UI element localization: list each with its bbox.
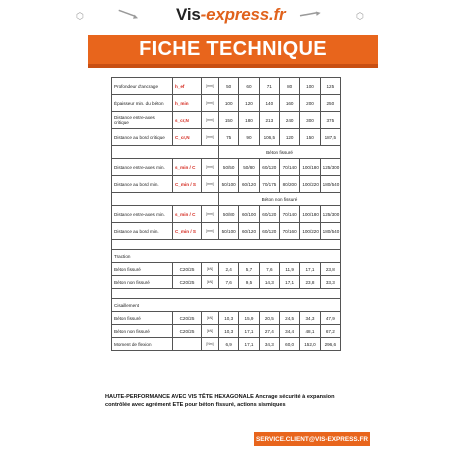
empty-cell (112, 289, 341, 299)
spacer-row (112, 240, 341, 250)
value-cell: 187,5 (320, 129, 340, 146)
row-unit: [Nm] (202, 338, 219, 351)
row-symbol: C_cr,N (173, 129, 202, 146)
row-label: Distance au bord min. (112, 176, 173, 193)
value-cell: 50/80 (239, 159, 259, 176)
brand-logo (176, 5, 285, 25)
empty-cell (112, 240, 341, 250)
row-unit: [mm] (202, 223, 219, 240)
value-cell: 10,3 (219, 312, 239, 325)
empty-cell (112, 193, 219, 206)
value-cell: 375 (320, 112, 340, 129)
value-cell: 33,3 (320, 276, 340, 289)
screw-icon: ━━━▸ (117, 5, 141, 23)
section-title: Béton fissuré (219, 146, 341, 159)
spacer-row (112, 289, 341, 299)
value-cell: 250 (320, 95, 340, 112)
row-unit: [mm] (202, 129, 219, 146)
value-cell: 180 (239, 112, 259, 129)
row-symbol: s_min / C (173, 206, 202, 223)
value-cell: 47,9 (320, 312, 340, 325)
value-cell: 70/175 (259, 176, 279, 193)
value-cell: 125/300 (320, 206, 340, 223)
value-cell: 24,5 (279, 312, 299, 325)
value-cell: 2,4 (219, 263, 239, 276)
header (0, 0, 452, 32)
table-row (112, 223, 341, 240)
value-cell: 213 (259, 112, 279, 129)
value-cell: 60/120 (239, 176, 259, 193)
value-cell: 14,3 (259, 276, 279, 289)
spec-table (111, 77, 341, 351)
value-cell: 7,6 (259, 263, 279, 276)
row-unit: [mm] (202, 95, 219, 112)
value-cell: 20,5 (259, 312, 279, 325)
table-row (112, 78, 341, 95)
table-row (112, 276, 341, 289)
empty-cell (112, 146, 219, 159)
row-label: Béton fissuré (112, 312, 173, 325)
value-cell: 60/120 (259, 223, 279, 240)
table-row (112, 263, 341, 276)
page-title: FICHE TECHNIQUE (88, 35, 378, 64)
row-label: Épaisseur min. du béton (112, 95, 173, 112)
value-cell: 60,0 (279, 338, 299, 351)
value-cell: 17,1 (239, 325, 259, 338)
row-unit: [mm] (202, 112, 219, 129)
table-row (112, 159, 341, 176)
table-row (112, 325, 341, 338)
value-cell: 160 (279, 95, 299, 112)
row-label: Béton fissuré (112, 263, 173, 276)
value-cell: 100 (219, 95, 239, 112)
value-cell: 125/300 (320, 159, 340, 176)
bolt-icon: ━━━▸ (299, 7, 322, 21)
row-unit: [kN] (202, 276, 219, 289)
row-symbol: s_cr,N (173, 112, 202, 129)
value-cell: 27,4 (259, 325, 279, 338)
value-cell: 100/180 (300, 159, 320, 176)
value-cell: 5,7 (239, 263, 259, 276)
value-cell: 6,9 (219, 338, 239, 351)
row-label: Distance entre-axes critique (112, 112, 173, 129)
value-cell: 71 (259, 78, 279, 95)
brand-prefix: Vis (176, 5, 201, 24)
row-grade: C20/25 (173, 276, 202, 289)
value-cell: 70/160 (279, 223, 299, 240)
table-row (112, 129, 341, 146)
value-cell: 100/220 (300, 223, 320, 240)
value-cell: 17,1 (279, 276, 299, 289)
group-title: Cisaillement (112, 299, 341, 312)
row-label: Distance entre-axes min. (112, 159, 173, 176)
value-cell: 15,9 (239, 312, 259, 325)
banner-shadow (88, 64, 378, 68)
value-cell: 140 (259, 95, 279, 112)
table-row (112, 312, 341, 325)
value-cell: 23,8 (320, 263, 340, 276)
value-cell: 67,2 (320, 325, 340, 338)
row-symbol: h_ef (173, 78, 202, 95)
row-unit: [mm] (202, 176, 219, 193)
table-row (112, 206, 341, 223)
value-cell: 60/120 (259, 159, 279, 176)
group-title: Traction (112, 250, 341, 263)
value-cell: 34,4 (279, 325, 299, 338)
section-row (112, 146, 341, 159)
row-grade: C20/25 (173, 312, 202, 325)
value-cell: 80 (279, 78, 299, 95)
value-cell: 120 (279, 129, 299, 146)
section-row (112, 193, 341, 206)
nut-icon: ⬡ (76, 11, 84, 21)
value-cell: 180/540 (320, 223, 340, 240)
value-cell: 120 (239, 95, 259, 112)
value-cell: 180/540 (320, 176, 340, 193)
value-cell: 23,8 (300, 276, 320, 289)
value-cell: 50/80 (219, 206, 239, 223)
value-cell: 100/220 (300, 176, 320, 193)
value-cell: 125 (320, 78, 340, 95)
row-unit: [mm] (202, 159, 219, 176)
value-cell: 90 (239, 129, 259, 146)
brand-suffix: -express.fr (200, 5, 286, 24)
value-cell: 100/180 (300, 206, 320, 223)
section-title: Béton non fissuré (219, 193, 341, 206)
value-cell: 150 (300, 129, 320, 146)
value-cell: 60/120 (239, 223, 259, 240)
group-title-row (112, 299, 341, 312)
value-cell: 60 (239, 78, 259, 95)
row-grade: C20/25 (173, 325, 202, 338)
row-label: Distance entre-axes min. (112, 206, 173, 223)
value-cell: 106,5 (259, 129, 279, 146)
value-cell: 7,6 (219, 276, 239, 289)
value-cell: 70/140 (279, 159, 299, 176)
row-label: Distance au bord min. (112, 223, 173, 240)
value-cell: 60/120 (259, 206, 279, 223)
value-cell: 100 (300, 78, 320, 95)
table-row (112, 176, 341, 193)
value-cell: 34,3 (259, 338, 279, 351)
row-unit: [kN] (202, 312, 219, 325)
row-label: Béton non fissuré (112, 276, 173, 289)
value-cell: 17,1 (239, 338, 259, 351)
value-cell: 296,6 (320, 338, 340, 351)
row-unit: [mm] (202, 78, 219, 95)
value-cell: 80/200 (279, 176, 299, 193)
row-label: Béton non fissuré (112, 325, 173, 338)
value-cell: 240 (279, 112, 299, 129)
value-cell: 48,1 (300, 325, 320, 338)
value-cell: 150 (219, 112, 239, 129)
value-cell: 34,3 (300, 312, 320, 325)
value-cell: 11,9 (279, 263, 299, 276)
row-grade: C20/25 (173, 263, 202, 276)
value-cell: 50/50 (219, 159, 239, 176)
row-unit: [kN] (202, 325, 219, 338)
value-cell: 200 (300, 95, 320, 112)
row-grade (173, 338, 202, 351)
value-cell: 152,0 (300, 338, 320, 351)
row-unit: [kN] (202, 263, 219, 276)
table-row (112, 112, 341, 129)
value-cell: 10,3 (219, 325, 239, 338)
row-symbol: C_min / S (173, 176, 202, 193)
product-description: HAUTE-PERFORMANCE AVEC VIS TÊTE HEXAGONALE Ancrage sécurité à expansion contrôlée avec agrément ETE pour béton fissuré, actions sismiques (105, 394, 335, 408)
row-label: Profondeur d'ancrage (112, 78, 173, 95)
value-cell: 50 (219, 78, 239, 95)
row-label: Distance au bord critique (112, 129, 173, 146)
table-row (112, 95, 341, 112)
row-symbol: C_min / S (173, 223, 202, 240)
contact-email-link[interactable]: SERVICE.CLIENT@VIS-EXPRESS.FR (254, 432, 370, 446)
value-cell: 9,5 (239, 276, 259, 289)
value-cell: 70/140 (279, 206, 299, 223)
value-cell: 75 (219, 129, 239, 146)
nut-icon: ⬡ (356, 11, 364, 21)
row-unit: [mm] (202, 206, 219, 223)
value-cell: 50/100 (219, 176, 239, 193)
value-cell: 60/100 (239, 206, 259, 223)
row-symbol: s_min / C (173, 159, 202, 176)
row-symbol: h_min (173, 95, 202, 112)
row-label: Moment de flexion (112, 338, 173, 351)
table-row (112, 338, 341, 351)
value-cell: 300 (300, 112, 320, 129)
value-cell: 50/100 (219, 223, 239, 240)
value-cell: 17,1 (300, 263, 320, 276)
group-title-row (112, 250, 341, 263)
